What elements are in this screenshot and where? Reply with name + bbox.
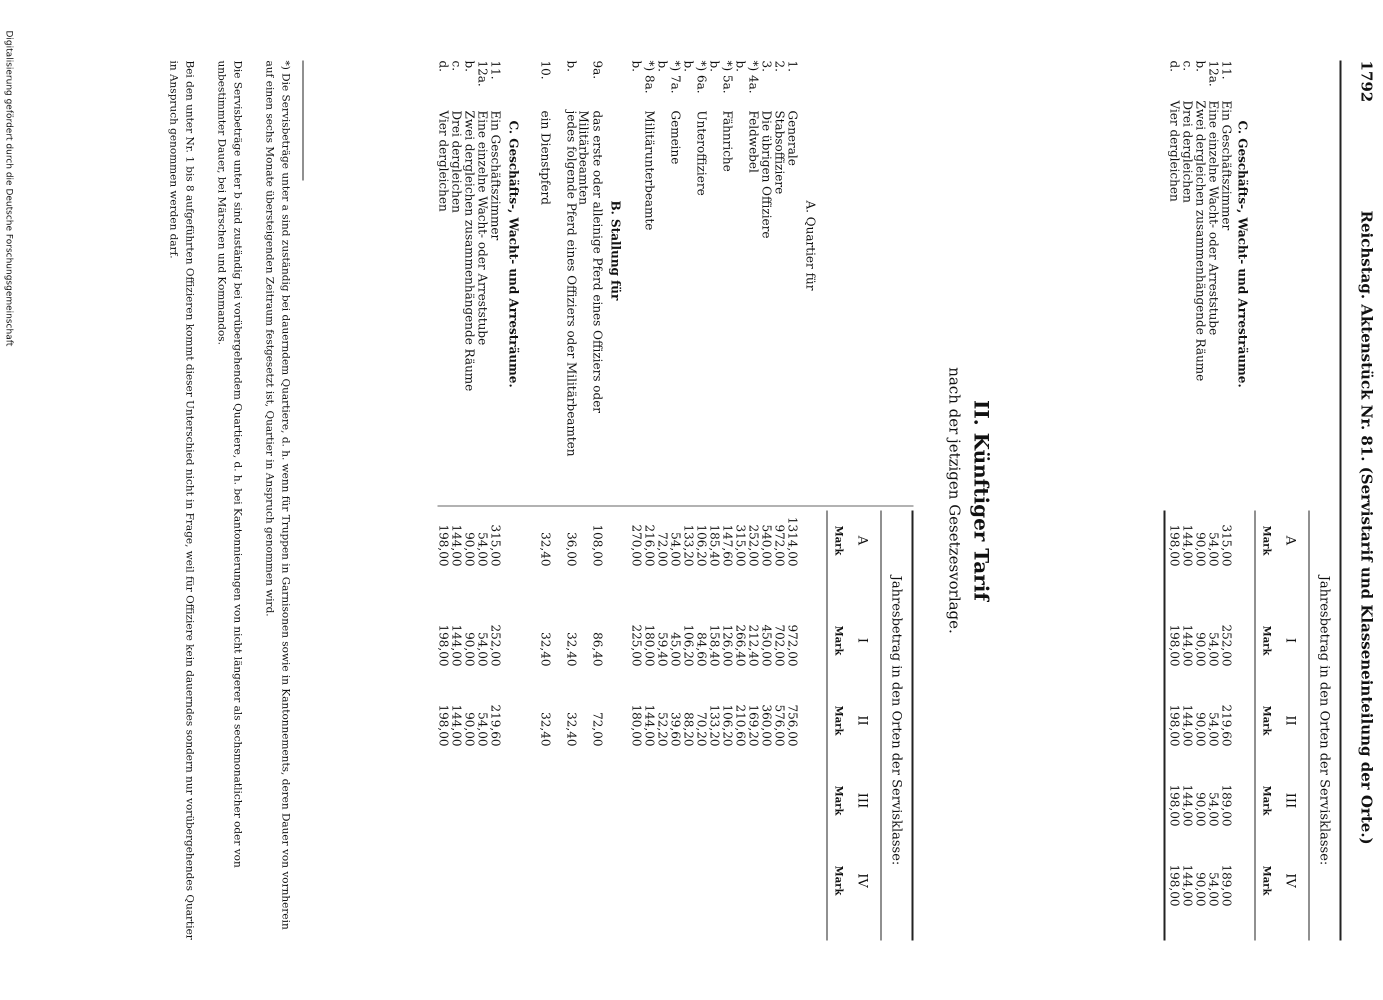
main-row-label: jedes folgende Pferd eines Offiziers oder Militärbeamten bbox=[564, 110, 578, 456]
main-row-value: 90,00 bbox=[462, 631, 476, 666]
section-c-title: C. Geschäfts-, Wacht- und Arresträume. bbox=[506, 120, 520, 388]
main-row-value: 59,40 bbox=[655, 631, 669, 666]
main-row-value: 252,00 bbox=[488, 624, 502, 666]
top-col-unit: Mark bbox=[1260, 705, 1271, 735]
main-col-header: II bbox=[854, 714, 869, 726]
top-row-value: 315,00 bbox=[1219, 524, 1233, 566]
main-row-value: 84,60 bbox=[694, 631, 708, 666]
main-row-value: 198,00 bbox=[436, 624, 450, 666]
main-row-num: *) 8a. bbox=[642, 60, 656, 94]
main-row-value: 32,40 bbox=[538, 531, 552, 566]
top-row-value: 144,00 bbox=[1180, 704, 1194, 746]
main-top-rule bbox=[911, 510, 913, 940]
main-row-value: 108,00 bbox=[590, 524, 604, 566]
top-row-value: 54,00 bbox=[1206, 531, 1220, 566]
top-row-value: 198,00 bbox=[1167, 524, 1181, 566]
main-row-num: 11. bbox=[488, 60, 502, 80]
main-row-value: 360,00 bbox=[759, 704, 773, 746]
main-row-value: 133,20 bbox=[707, 704, 721, 746]
main-row-value: 106,20 bbox=[681, 624, 695, 666]
main-col-unit: Mark bbox=[832, 525, 843, 555]
main-row-num: d. bbox=[436, 60, 450, 72]
main-col-unit: Mark bbox=[832, 625, 843, 655]
main-row-value: 198,00 bbox=[436, 524, 450, 566]
main-row-value: 32,40 bbox=[564, 631, 578, 666]
main-row-value: 36,00 bbox=[564, 531, 578, 566]
main-row-value: 270,00 bbox=[629, 524, 643, 566]
main-row-value: 126,00 bbox=[720, 624, 734, 666]
top-row-value: 198,00 bbox=[1167, 864, 1181, 906]
main-row-value: 540,00 bbox=[759, 524, 773, 566]
main-col-unit: Mark bbox=[832, 865, 843, 895]
main-col-header: A bbox=[854, 535, 869, 545]
main-row-value: 198,00 bbox=[436, 704, 450, 746]
main-row-num: b. bbox=[733, 60, 747, 72]
main-row-label: Unteroffiziere bbox=[694, 110, 708, 196]
main-row-value: 86,40 bbox=[590, 631, 604, 666]
top-col-header: I bbox=[1282, 637, 1297, 643]
main-row-value: 702,00 bbox=[772, 624, 786, 666]
main-row-num: b. bbox=[564, 60, 578, 72]
main-row-num: 10. bbox=[538, 60, 552, 80]
main-row-num: *) 6a. bbox=[694, 60, 708, 94]
main-row-label: ein Dienstpferd bbox=[538, 110, 552, 205]
main-row-label: Drei dergleichen bbox=[449, 110, 463, 213]
main-row-num: b. bbox=[707, 60, 721, 72]
main-row-value: 54,00 bbox=[475, 531, 489, 566]
main-row-value: 450,00 bbox=[759, 624, 773, 666]
top-row-value: 252,00 bbox=[1219, 624, 1233, 666]
main-row-value: 106,20 bbox=[720, 704, 734, 746]
main-row-num: b. bbox=[681, 60, 695, 72]
main-row-value: 266,40 bbox=[733, 624, 747, 666]
page-number: 1792 bbox=[1357, 60, 1375, 102]
main-row-value: 225,00 bbox=[629, 624, 643, 666]
top-row-value: 54,00 bbox=[1206, 871, 1220, 906]
main-row-num: 3. bbox=[759, 60, 773, 72]
main-row-label: Fähnriche bbox=[720, 110, 734, 172]
top-row-num: b. bbox=[1193, 60, 1207, 72]
top-row-num: 12a. bbox=[1206, 60, 1220, 87]
main-col-header: III bbox=[854, 792, 869, 808]
top-row-value: 198,00 bbox=[1167, 784, 1181, 826]
top-row-value: 144,00 bbox=[1180, 624, 1194, 666]
main-row-label: Feldwebel bbox=[746, 110, 760, 173]
main-row-value: 210,60 bbox=[733, 704, 747, 746]
top-row-label: Vier dergleichen bbox=[1167, 100, 1181, 202]
top-col-header: III bbox=[1282, 792, 1297, 808]
main-row-value: 32,40 bbox=[564, 711, 578, 746]
top-row-value: 54,00 bbox=[1206, 631, 1220, 666]
top-row-num: 11. bbox=[1219, 60, 1233, 80]
main-row-num: 9a. bbox=[590, 60, 604, 79]
main-row-label: Eine einzelne Wacht- oder Arreststube bbox=[475, 110, 489, 345]
main-row-value: 1314,00 bbox=[785, 516, 799, 566]
main-row-value: 32,40 bbox=[538, 631, 552, 666]
main-col-unit: Mark bbox=[832, 705, 843, 735]
top-row-value: 189,00 bbox=[1219, 784, 1233, 826]
main-row-value: 972,00 bbox=[785, 624, 799, 666]
main-row-label: Zwei dergleichen zusammenhängende Räume bbox=[462, 110, 476, 391]
main-row-value: 972,00 bbox=[772, 524, 786, 566]
top-bottom-rule bbox=[1163, 510, 1165, 940]
main-col-header: I bbox=[854, 637, 869, 643]
main-row-num: *) 7a. bbox=[668, 60, 682, 94]
main-row-num: *) 4a. bbox=[746, 60, 760, 94]
main-row-label: Die übrigen Offiziere bbox=[759, 110, 773, 238]
page-title: Reichstag. Aktenstück Nr. 81. (Servistarif und Klasseneinteilung der Orte.) bbox=[1357, 210, 1375, 845]
top-row-label: Eine einzelne Wacht- oder Arreststube bbox=[1206, 100, 1220, 335]
top-row-value: 54,00 bbox=[1206, 711, 1220, 746]
main-row-value: 72,00 bbox=[655, 531, 669, 566]
top-row-value: 90,00 bbox=[1193, 631, 1207, 666]
section-b-title: B. Stallung für bbox=[608, 200, 622, 300]
top-col-header: II bbox=[1282, 714, 1297, 726]
part-title: II. Künftiger Tarif bbox=[969, 399, 993, 601]
top-row-value: 198,00 bbox=[1167, 704, 1181, 746]
main-row-value: 39,60 bbox=[668, 711, 682, 746]
top-col-unit: Mark bbox=[1260, 865, 1271, 895]
top-row-value: 144,00 bbox=[1180, 864, 1194, 906]
main-col-divider bbox=[437, 505, 913, 506]
top-row-label: Drei dergleichen bbox=[1180, 100, 1194, 203]
main-row-label: Stabsoffiziere bbox=[772, 110, 786, 194]
top-row-value: 90,00 bbox=[1193, 531, 1207, 566]
top-row-value: 144,00 bbox=[1180, 784, 1194, 826]
main-row-value: 54,00 bbox=[475, 711, 489, 746]
main-row-value: 576,00 bbox=[772, 704, 786, 746]
main-row-value: 180,00 bbox=[629, 704, 643, 746]
top-row-value: 90,00 bbox=[1193, 791, 1207, 826]
footnote-text: Die Servisbeträge unter b sind zuständig bei vorübergehendem Quartiere, d. h. bei Kantonnierungen von nicht längerer als sechsmonatlicher oder von unbestimmter Dauer, bei Märschen und Kommandos. bbox=[215, 60, 243, 868]
main-col-header: IV bbox=[854, 872, 869, 888]
top-header-rule bbox=[1254, 510, 1255, 940]
main-row-value: 54,00 bbox=[475, 631, 489, 666]
main-row-value: 45,00 bbox=[668, 631, 682, 666]
top-row-label: Ein Geschäftszimmer bbox=[1219, 100, 1233, 230]
main-row-value: 212,40 bbox=[746, 624, 760, 666]
top-table-caption: Jahresbetrag in den Orten der Servisklasse: bbox=[1316, 575, 1331, 865]
main-row-value: 315,00 bbox=[733, 524, 747, 566]
top-section-title: C. Geschäfts-, Wacht- und Arresträume. bbox=[1235, 120, 1249, 388]
main-row-label: das erste oder alleinige Pferd eines Offiziers oder Militärbeamten bbox=[576, 110, 604, 413]
main-row-value: 216,00 bbox=[642, 524, 656, 566]
main-row-value: 180,00 bbox=[642, 624, 656, 666]
top-row-num: d. bbox=[1167, 60, 1181, 72]
top-col-unit: Mark bbox=[1260, 785, 1271, 815]
main-row-num: b. bbox=[655, 60, 669, 72]
top-row-value: 144,00 bbox=[1180, 524, 1194, 566]
top-col-unit: Mark bbox=[1260, 625, 1271, 655]
main-row-value: 72,00 bbox=[590, 711, 604, 746]
main-row-value: 144,00 bbox=[642, 704, 656, 746]
main-row-value: 54,00 bbox=[668, 531, 682, 566]
main-row-num: 1. bbox=[785, 60, 799, 72]
section-a-title: A. Quartier für bbox=[803, 200, 817, 290]
main-row-num: *) 5a. bbox=[720, 60, 734, 94]
main-row-value: 90,00 bbox=[462, 711, 476, 746]
top-rule bbox=[1339, 60, 1341, 940]
main-row-value: 144,00 bbox=[449, 524, 463, 566]
top-row-value: 90,00 bbox=[1193, 871, 1207, 906]
top-row-num: c. bbox=[1180, 60, 1194, 71]
main-row-value: 32,40 bbox=[538, 711, 552, 746]
main-row-label: Gemeine bbox=[668, 110, 682, 164]
top-col-unit: Mark bbox=[1260, 525, 1271, 555]
main-row-num: 2. bbox=[772, 60, 786, 72]
footnote-text: Bei den unter Nr. 1 bis 8 aufgeführten Offizieren kommt dieser Unterschied nicht in Frage, weil für Offiziere kein dauerndes sondern nur vorübergehendes Quartier in Anspruch genommen werden darf. bbox=[167, 60, 195, 940]
top-col-header: A bbox=[1282, 535, 1297, 545]
top-row-value: 198,00 bbox=[1167, 624, 1181, 666]
dfg-credit: Digitalisierung gefördert durch die Deutsche Forschungsgemeinschaft bbox=[3, 30, 13, 346]
main-row-value: 169,20 bbox=[746, 704, 760, 746]
main-row-value: 106,20 bbox=[694, 524, 708, 566]
main-row-value: 219,60 bbox=[488, 704, 502, 746]
main-col-unit: Mark bbox=[832, 785, 843, 815]
main-row-num: b. bbox=[629, 60, 643, 72]
page-header bbox=[1351, 60, 1375, 960]
main-row-value: 185,40 bbox=[707, 524, 721, 566]
main-row-value: 756,00 bbox=[785, 704, 799, 746]
main-row-value: 52,20 bbox=[655, 711, 669, 746]
main-row-value: 144,00 bbox=[449, 624, 463, 666]
footnote-separator bbox=[302, 60, 303, 180]
part-subtitle: nach der jetzigen Gesetzesvorlage. bbox=[945, 366, 963, 634]
top-row-value: 90,00 bbox=[1193, 711, 1207, 746]
main-row-label: Generale bbox=[785, 110, 799, 166]
main-row-label: Ein Geschäftszimmer bbox=[488, 110, 502, 240]
main-table-caption: Jahresbetrag in den Orten der Servisklasse: bbox=[888, 575, 903, 865]
main-row-value: 144,00 bbox=[449, 704, 463, 746]
top-row-value: 219,60 bbox=[1219, 704, 1233, 746]
main-row-value: 133,20 bbox=[681, 524, 695, 566]
main-row-value: 90,00 bbox=[462, 531, 476, 566]
main-header-rule bbox=[826, 510, 827, 940]
main-row-num: 12a. bbox=[475, 60, 489, 87]
top-caption-rule bbox=[1308, 510, 1309, 940]
main-row-value: 315,00 bbox=[488, 524, 502, 566]
main-row-value: 252,00 bbox=[746, 524, 760, 566]
main-row-value: 70,20 bbox=[694, 711, 708, 746]
main-row-value: 147,60 bbox=[720, 524, 734, 566]
main-row-label: Vier dergleichen bbox=[436, 110, 450, 212]
main-row-num: c. bbox=[449, 60, 463, 71]
main-row-value: 158,40 bbox=[707, 624, 721, 666]
main-row-num: b. bbox=[462, 60, 476, 72]
main-row-value: 88,20 bbox=[681, 711, 695, 746]
top-row-value: 54,00 bbox=[1206, 791, 1220, 826]
footnote-text: *) Die Servisbeträge unter a sind zuständig bei dauerndem Quartiere, d. h. wenn für Truppen in Garnisonen sowie in Kantonnements, deren Dauer von vornherein auf einen sechs Monate übersteigenden Zeitraum festgesetzt ist, Quartier in Anspruch genommen wird. bbox=[263, 60, 291, 930]
top-col-header: IV bbox=[1282, 872, 1297, 888]
top-row-label: Zwei dergleichen zusammenhängende Räume bbox=[1193, 100, 1207, 381]
main-caption-rule bbox=[880, 510, 881, 940]
main-row-label: Militärunterbeamte bbox=[642, 110, 656, 230]
top-row-value: 189,00 bbox=[1219, 864, 1233, 906]
